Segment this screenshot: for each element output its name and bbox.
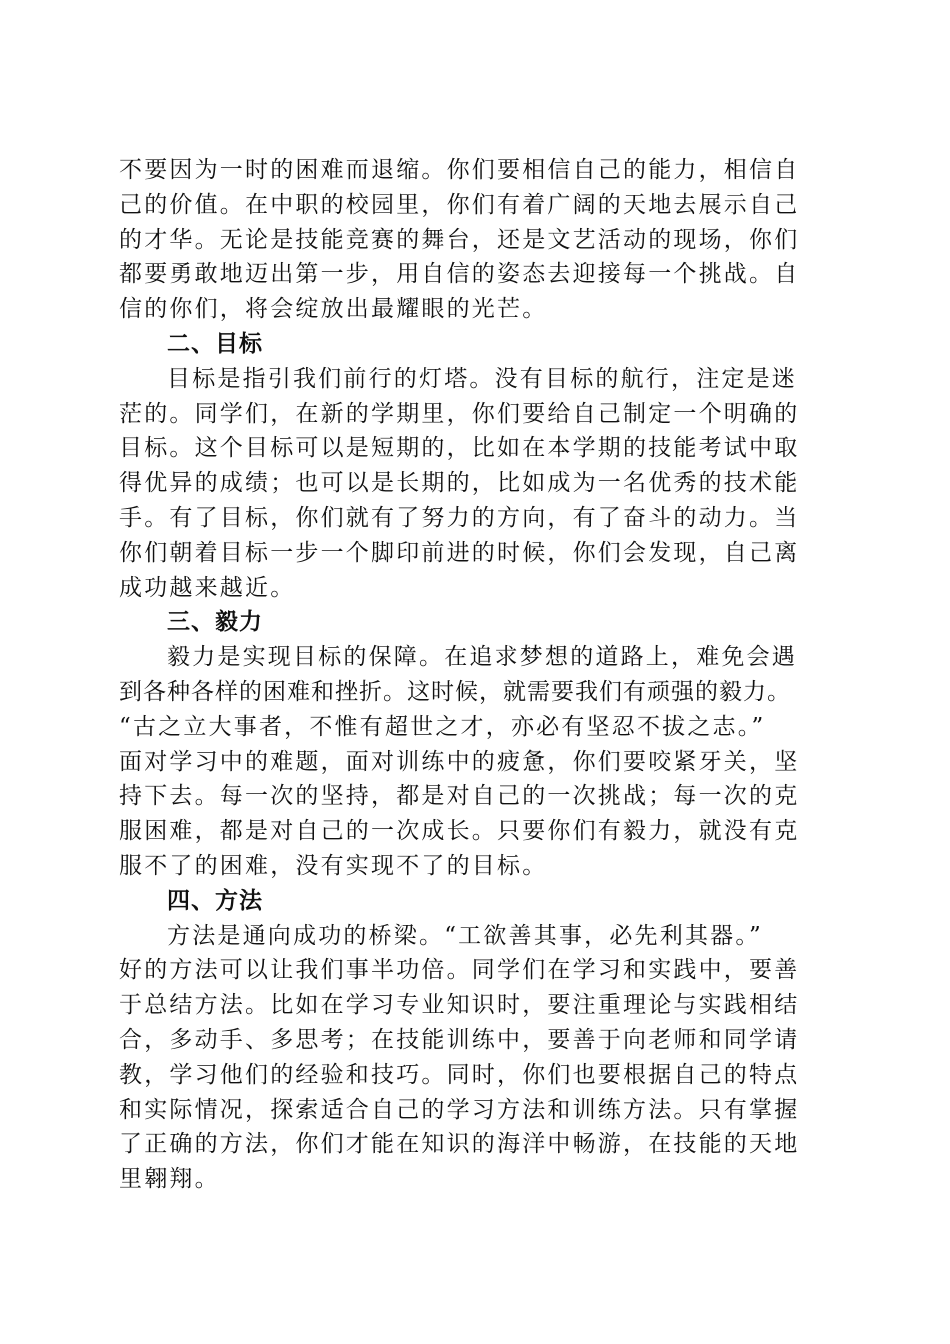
section-heading-perseverance: 三、毅力 (167, 608, 263, 636)
paragraph-line: 成功越来越近。 (119, 574, 296, 601)
section-heading-method: 四、方法 (167, 886, 263, 914)
intro-paragraph (119, 153, 827, 327)
paragraph-line: 的才华。无论是技能竞赛的舞台，还是文艺活动的现场，你们 (119, 226, 800, 253)
paragraph-line: 信的你们，将会绽放出最耀眼的光芒。 (119, 296, 548, 323)
paragraph-line: 你们朝着目标一步一个脚印前进的时候，你们会发现，自己离 (119, 539, 800, 566)
paragraph-line: 了正确的方法，你们才能在知识的海洋中畅游，在技能的天地 (119, 1131, 800, 1158)
document-page (119, 153, 827, 1197)
paragraph-line: 得优异的成绩；也可以是长期的，比如成为一名优秀的技术能 (119, 470, 800, 497)
paragraph-line: “古之立大事者，不惟有超世之才，亦必有坚忍不拔之志。” (119, 713, 766, 740)
paragraph-line: 于总结方法。比如在学习专业知识时，要注重理论与实践相结 (119, 992, 800, 1019)
section-paragraph-goal (119, 362, 827, 606)
paragraph-line: 己的价值。在中职的校园里，你们有着广阔的天地去展示自己 (119, 191, 800, 218)
paragraph-line: 目标。这个目标可以是短期的，比如在本学期的技能考试中取 (119, 435, 800, 462)
section-heading-goal: 二、目标 (167, 329, 263, 357)
paragraph-line: 茫的。同学们，在新的学期里，你们要给自己制定一个明确的 (119, 400, 800, 427)
paragraph-line: 毅力是实现目标的保障。在追求梦想的道路上，难免会遇 (167, 644, 797, 671)
paragraph-line: 教，学习他们的经验和技巧。同时，你们也要根据自己的特点 (119, 1061, 800, 1088)
paragraph-line: 和实际情况，探索适合自己的学习方法和训练方法。只有掌握 (119, 1096, 800, 1123)
paragraph-line: 持下去。每一次的坚持，都是对自己的一次挑战；每一次的克 (119, 783, 800, 810)
paragraph-line: 到各种各样的困难和挫折。这时候，就需要我们有顽强的毅力。 (119, 678, 791, 705)
paragraph-line: 服困难，都是对自己的一次成长。只要你们有毅力，就没有克 (119, 818, 800, 845)
paragraph-line: 手。有了目标，你们就有了努力的方向，有了奋斗的动力。当 (119, 504, 800, 531)
section-paragraph-perseverance (119, 640, 827, 884)
paragraph-line: 方法是通向成功的桥梁。“工欲善其事，必先利其器。” (167, 922, 764, 949)
section-paragraph-method (119, 919, 827, 1197)
paragraph-line: 里翱翔。 (119, 1166, 220, 1193)
paragraph-line: 好的方法可以让我们事半功倍。同学们在学习和实践中，要善 (119, 957, 800, 984)
paragraph-line: 服不了的困难，没有实现不了的目标。 (119, 852, 548, 879)
paragraph-line: 面对学习中的难题，面对训练中的疲惫，你们要咬紧牙关，坚 (119, 748, 800, 775)
paragraph-line: 不要因为一时的困难而退缩。你们要相信自己的能力，相信自 (119, 157, 800, 183)
paragraph-line: 目标是指引我们前行的灯塔。没有目标的航行，注定是迷 (167, 365, 797, 392)
paragraph-line: 都要勇敢地迈出第一步，用自信的姿态去迎接每一个挑战。自 (119, 261, 800, 288)
paragraph-line: 合，多动手、多思考；在技能训练中，要善于向老师和同学请 (119, 1026, 800, 1053)
